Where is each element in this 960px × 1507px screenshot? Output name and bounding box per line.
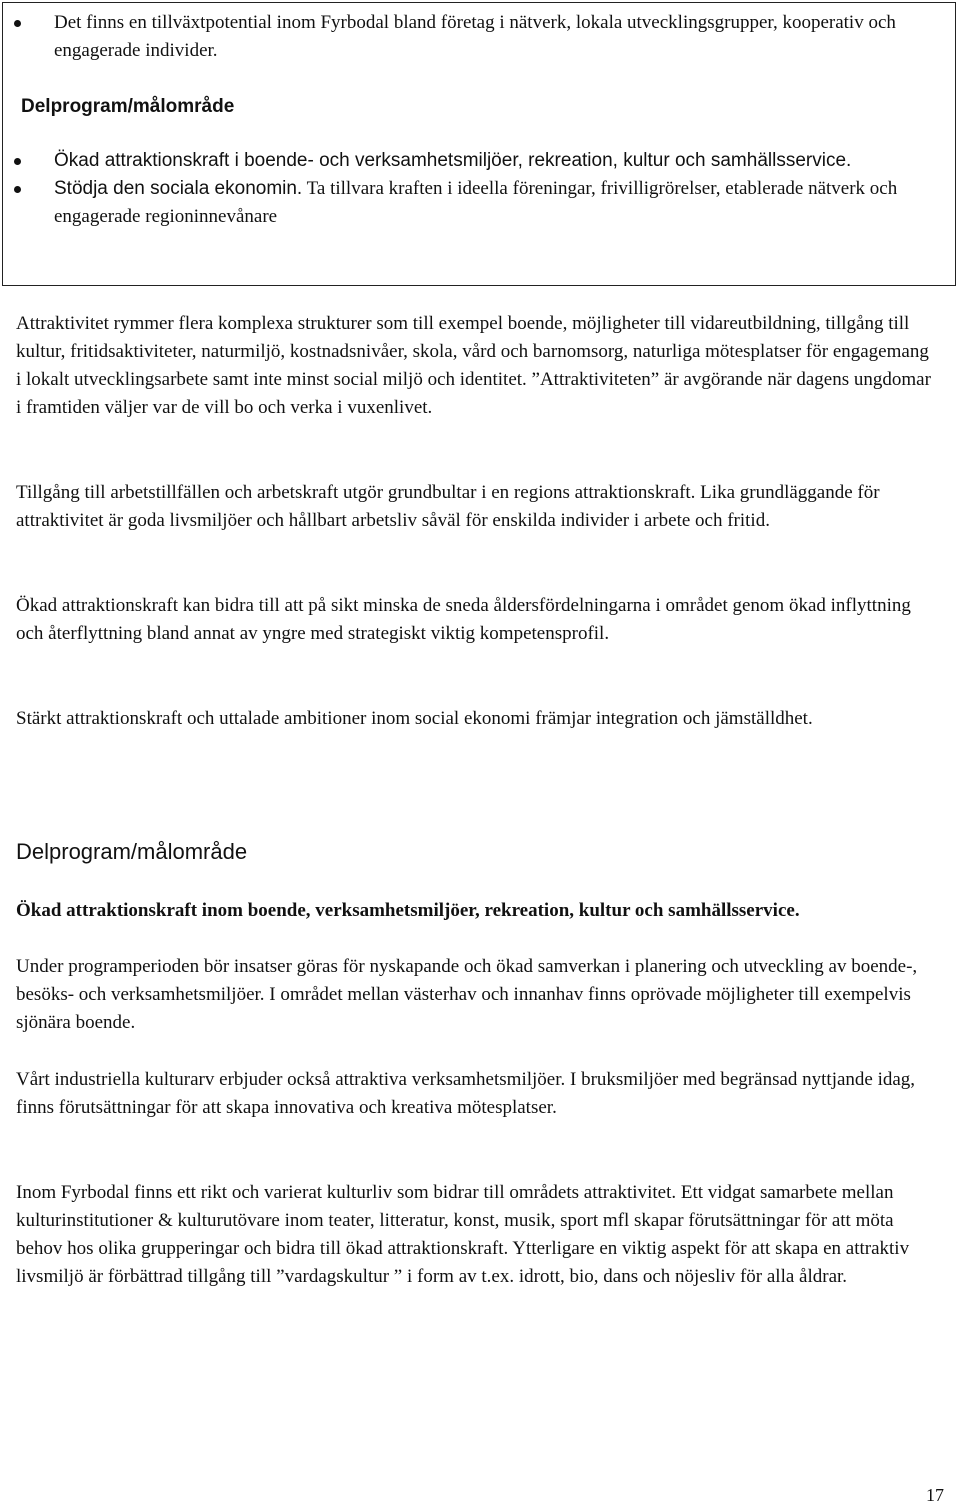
bullet-icon <box>14 20 21 27</box>
paragraph: Vårt industriella kulturarv erbjuder också attraktiva verksamhetsmiljöer. I bruksmiljöer med begränsad nyttjande idag, finns förutsättningar för att skapa innovativa och kreativa mötesplatser. <box>16 1069 916 1118</box>
paragraph: Tillgång till arbetstillfällen och arbetskraft utgör grundbultar i en regions attraktionskraft. Lika grundläggande för attraktivitet är goda livsmiljöer och hållbart arbetsliv såväl för enskilda individer i arbete och fritid. <box>16 482 880 531</box>
list-item-text: Ökad attraktionskraft i boende- och verksamhetsmiljöer, rekreation, kultur och samhällsservice. <box>54 150 852 171</box>
summary-box <box>2 2 956 286</box>
box-heading: Delprogram/målområde <box>21 96 235 117</box>
section-heading: Delprogram/målområde <box>16 839 248 864</box>
section-subheading: Ökad attraktionskraft inom boende, verksamhetsmiljöer, rekreation, kultur och samhällsservice. <box>16 900 800 921</box>
bullet-icon <box>14 186 21 193</box>
paragraph: Ökad attraktionskraft kan bidra till att på sikt minska de sneda åldersfördelningarna i området genom ökad inflyttning och återflyttning bland annat av yngre med strategiskt viktig kompetensprofil. <box>16 595 911 644</box>
page-number: 17 <box>926 1485 944 1505</box>
bullet-list-top <box>3 9 903 65</box>
paragraph: Attraktivitet rymmer flera komplexa strukturer som till exempel boende, möjligheter till vidareutbildning, tillgång till kultur, fritidsaktiviteter, naturmiljö, kostnadsnivåer, skola, vård och barnomsorg, naturliga mötesplatser för engagemang i lokalt utvecklingsarbete samt inte minst social miljö och identitet. ”Attraktiviteten” är avgörande när dagens ungdomar i framtiden väljer var de vill bo och verka i vuxenlivet. <box>16 313 931 418</box>
bullet-icon <box>14 158 21 165</box>
paragraph: Inom Fyrbodal finns ett rikt och varierat kulturliv som bidrar till områdets attraktivitet. Ett vidgat samarbete mellan kulturinstitutioner & kulturutövare inom teater, litteratur, konst, musik, sport mfl skapar förutsättningar för att möta behov hos olika grupperingar och bidra till ökad attraktionskraft. Ytterligare en viktig aspekt för att skapa en attraktiv livsmiljö är förbättrad tillgång till ”vardagskultur ” i form av t.ex. idrott, bio, dans och nöjesliv för alla åldrar. <box>16 1182 910 1287</box>
list-item-text: Det finns en tillväxtpotential inom Fyrbodal bland företag i nätverk, lokala utvecklingsgrupper, kooperativ och engagerade individer. <box>54 12 896 61</box>
list-item <box>3 175 928 231</box>
list-item-lead: Stödja den sociala ekonomin. <box>54 178 303 199</box>
paragraph: Stärkt attraktionskraft och uttalade ambitioner inom social ekonomi främjar integration och jämställdhet. <box>16 708 813 729</box>
list-item <box>3 9 903 65</box>
bullet-list-bottom <box>3 147 928 231</box>
paragraph: Under programperioden bör insatser göras för nyskapande och ökad samverkan i planering och utveckling av boende-, besöks- och verksamhetsmiljöer. I området mellan västerhav och innanhav finns oprövade möjligheter till exempelvis sjönära boende. <box>16 956 918 1033</box>
list-item <box>3 147 928 175</box>
list-item-text: Ta tillvara kraften i ideella föreningar, frivilligrörelser, etablerade nätverk och engagerade regioninnevånare <box>54 178 898 227</box>
